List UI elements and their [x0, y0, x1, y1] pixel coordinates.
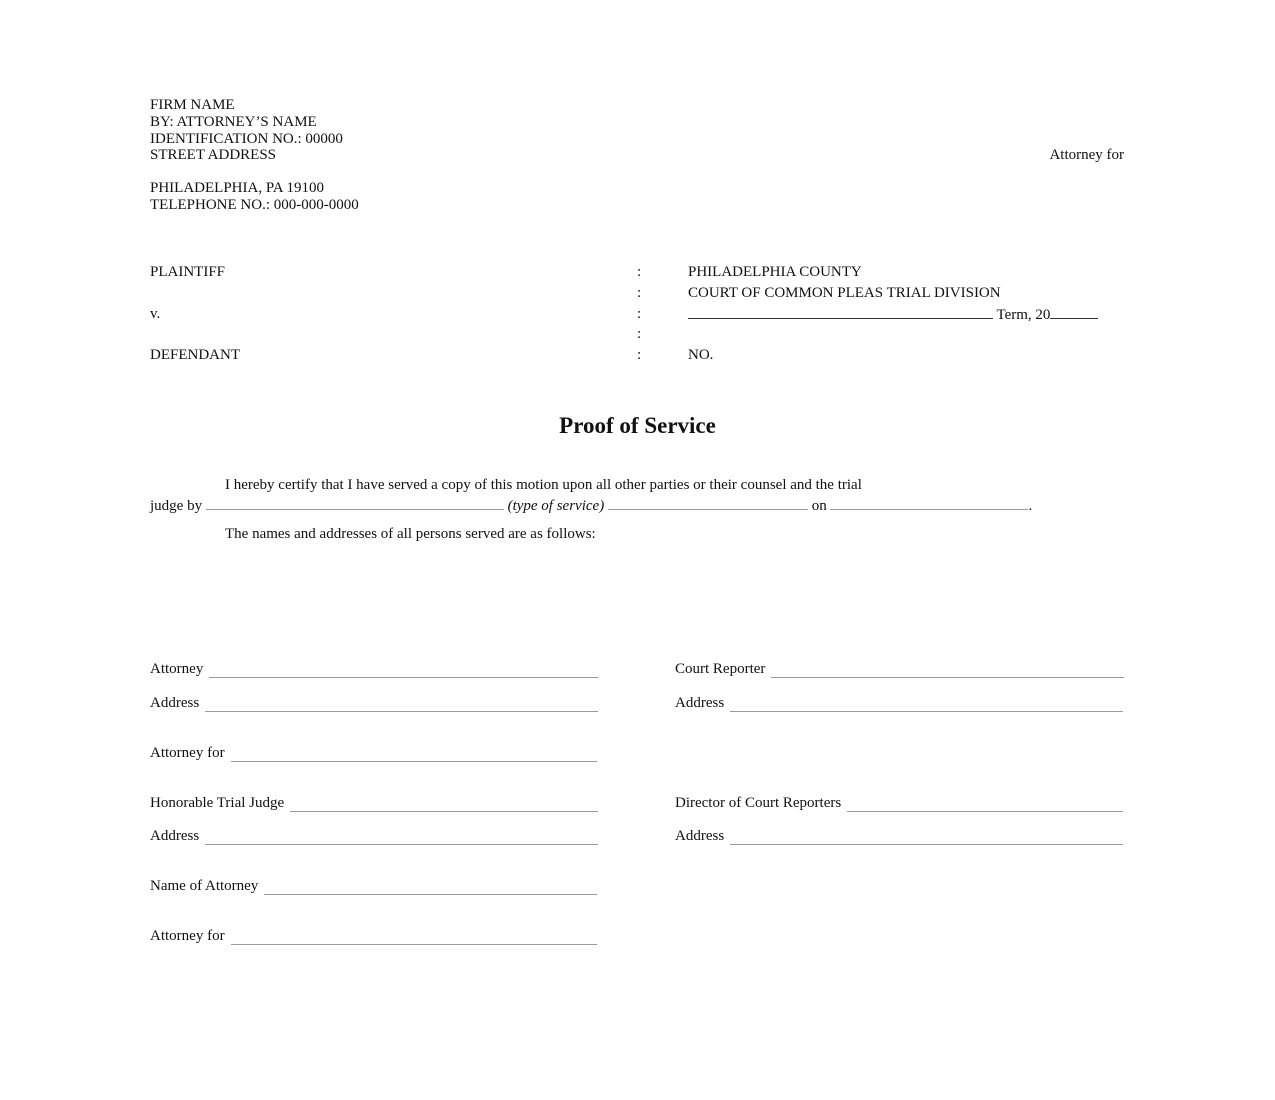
street-address: STREET ADDRESS [150, 147, 276, 163]
judge-by-label: judge by [150, 498, 203, 514]
city-state-zip: PHILADELPHIA, PA 19100 [150, 180, 325, 196]
attorney-for-header: Attorney for [1049, 147, 1124, 163]
page-title: Proof of Service [559, 413, 716, 438]
telephone-no: TELEPHONE NO.: 000-000-0000 [150, 197, 359, 213]
type-of-service-label: (type of service) [507, 498, 605, 514]
court-reporter-address-field[interactable] [675, 695, 1123, 712]
versus-label: v. [150, 306, 161, 322]
caption-colon: : [637, 264, 642, 280]
caption-colon: : [637, 306, 642, 322]
director-field[interactable] [675, 795, 1123, 812]
period: . [1028, 498, 1033, 514]
address-label: Address [150, 828, 200, 844]
court-reporter-label: Court Reporter [675, 661, 766, 677]
term-field[interactable] [688, 306, 1098, 324]
attorney-for-field[interactable] [150, 745, 597, 762]
court-reporter-field[interactable] [675, 661, 1124, 678]
address-label: Address [150, 695, 200, 711]
caption-colon: : [637, 285, 642, 301]
certify-paragraph: I hereby certify that I have served a copy of this motion upon all other parties or their counsel and the trial [225, 477, 862, 493]
attorney-for-label: Attorney for [150, 745, 225, 761]
address-label: Address [675, 695, 725, 711]
trial-judge-label: Honorable Trial Judge [150, 795, 285, 811]
attorney-address-field[interactable] [150, 695, 598, 712]
name-of-attorney-field[interactable] [150, 878, 597, 895]
court-label: COURT OF COMMON PLEAS TRIAL DIVISION [688, 285, 1001, 301]
caption-colon: : [637, 326, 642, 342]
firm-name: FIRM NAME [150, 97, 235, 113]
case-no-label: NO. [688, 347, 714, 363]
address-label: Address [675, 828, 725, 844]
service-method-field[interactable] [206, 497, 504, 510]
attorney-for-label: Attorney for [150, 928, 225, 944]
county-label: PHILADELPHIA COUNTY [688, 264, 862, 280]
trial-judge-field[interactable] [150, 795, 598, 812]
director-label: Director of Court Reporters [675, 795, 842, 811]
attorney-field[interactable] [150, 661, 598, 678]
names-addresses-paragraph: The names and addresses of all persons served are as follows: [225, 526, 596, 542]
defendant-label: DEFENDANT [150, 347, 240, 363]
name-of-attorney-label: Name of Attorney [150, 878, 259, 894]
identification-no: IDENTIFICATION NO.: 00000 [150, 131, 343, 147]
attorney-label: Attorney [150, 661, 204, 677]
plaintiff-label: PLAINTIFF [150, 264, 226, 280]
attorney-name: BY: ATTORNEY’S NAME [150, 114, 317, 130]
service-date-field[interactable] [830, 497, 1028, 510]
director-address-field[interactable] [675, 828, 1123, 845]
on-label: on [811, 498, 827, 514]
attorney-for-field-2[interactable] [150, 928, 597, 945]
judge-address-field[interactable] [150, 828, 598, 845]
service-line [150, 497, 1032, 515]
service-detail-field[interactable] [608, 497, 808, 510]
caption-colon: : [637, 347, 642, 363]
term-label: Term, 20 [996, 307, 1051, 323]
